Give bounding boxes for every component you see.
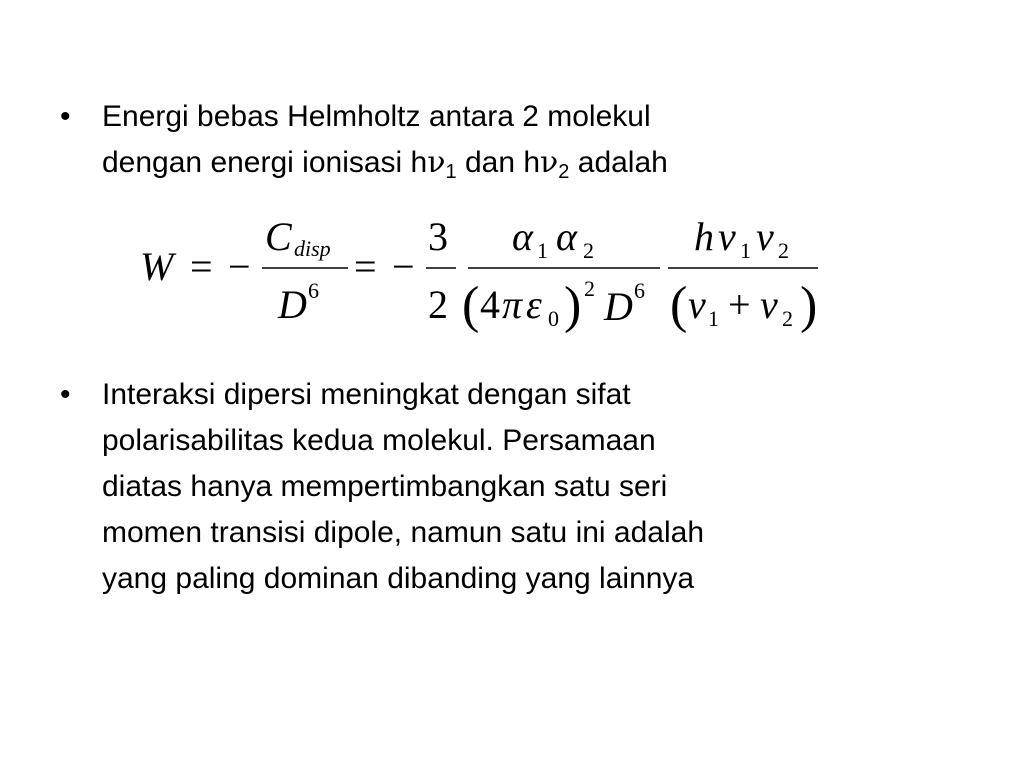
subscript-2: 2 [583, 238, 594, 263]
numeral-2: 2 [428, 282, 448, 327]
subscript-1: 1 [708, 306, 719, 331]
bullet-2-line-1: Interaksi dipersi meningkat dengan sifat [102, 378, 631, 411]
left-paren: ( [462, 277, 480, 334]
bullet-item-1 [60, 94, 960, 195]
subscript-2: 2 [778, 238, 789, 263]
superscript-6: 6 [308, 278, 319, 303]
symbol-nu: ν [756, 214, 774, 259]
numeral-4: 4 [480, 282, 500, 327]
text-segment: dan h [456, 146, 541, 179]
nu-symbol: ν [427, 145, 446, 180]
symbol-C: C [265, 214, 292, 259]
subscript-1: 1 [537, 238, 548, 263]
bullet-2-line-5: yang paling dominan dibanding yang lainnya [102, 562, 695, 595]
numeral-3: 3 [428, 214, 448, 259]
plus-sign: + [728, 282, 751, 327]
symbol-alpha: α [512, 214, 533, 259]
subscript: 1 [445, 161, 457, 183]
symbol-nu: ν [718, 214, 736, 259]
symbol-alpha: α [556, 214, 577, 259]
text-segment: dengan energi ionisasi h [102, 146, 428, 179]
bullet-2-line-3: diatas hanya mempertimbangkan satu seri [102, 470, 668, 503]
nu-symbol: ν [540, 145, 559, 180]
superscript-2: 2 [584, 276, 595, 301]
symbol-D: D [278, 282, 307, 327]
subscript-1: 1 [740, 238, 751, 263]
left-paren: ( [670, 277, 688, 334]
bullet-2-line-2: polarisabilitas kedua molekul. Persamaan [102, 424, 656, 457]
bullet-1-line-1: Energi bebas Helmholtz antara 2 molekul [102, 100, 651, 133]
bullet-1-line-2 [102, 140, 960, 195]
symbol-D: D [604, 284, 633, 329]
bullet-text-1 [102, 94, 960, 195]
bullet-item-2 [60, 372, 960, 602]
symbol-pi: π [502, 282, 523, 327]
symbol-nu: ν [760, 282, 778, 327]
subscript: 2 [558, 161, 570, 183]
subscript-2: 2 [782, 306, 793, 331]
subscript-disp: disp [294, 236, 331, 261]
right-paren: ) [800, 277, 818, 334]
right-paren: ) [564, 277, 582, 334]
bullet-marker: • [60, 100, 71, 133]
symbol-W: W [140, 244, 174, 289]
superscript-6: 6 [634, 278, 645, 303]
text-segment: adalah [569, 146, 668, 179]
symbol-epsilon: ε [526, 282, 542, 327]
subscript-0: 0 [548, 306, 559, 331]
bullet-2-line-4: momen transisi dipole, namun satu ini adalah [102, 516, 705, 549]
bullet-text-2 [102, 372, 960, 602]
minus-sign: − [392, 244, 415, 289]
equals-sign: = [354, 244, 377, 289]
symbol-nu: ν [688, 282, 706, 327]
bullet-marker: • [60, 378, 71, 411]
symbol-h: h [694, 214, 714, 259]
minus-sign: − [228, 244, 251, 289]
equals-sign: = [190, 244, 213, 289]
